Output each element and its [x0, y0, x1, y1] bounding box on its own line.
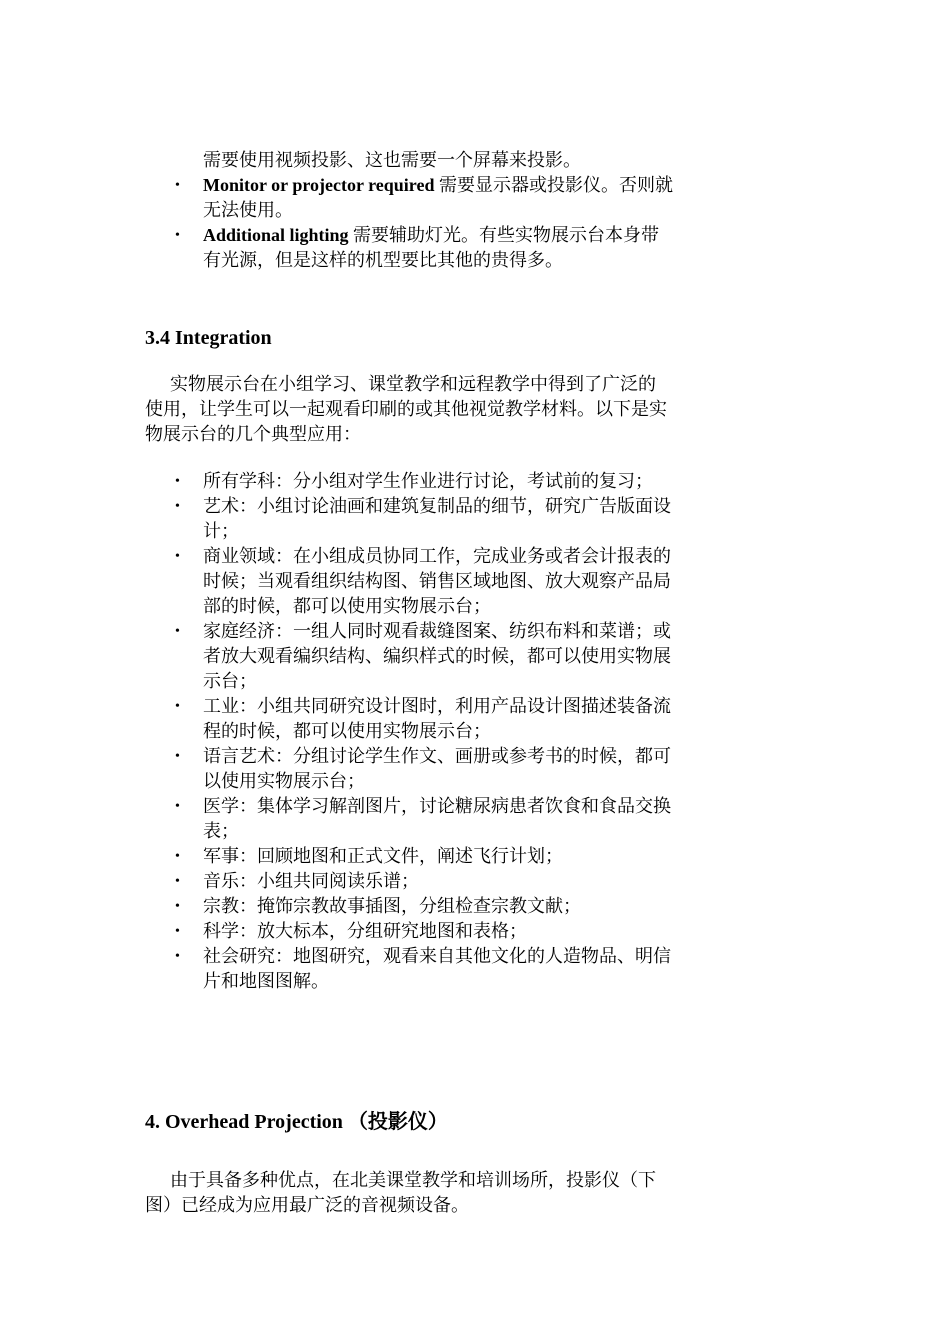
section-heading-4: 4. Overhead Projection （投影仪）: [145, 1111, 448, 1133]
disadvantages-list: [175, 173, 675, 273]
list-item: [175, 469, 675, 494]
section-3-4-intro: 实物展示台在小组学习、课堂教学和远程教学中得到了广泛的使用，让学生可以一起观看印刷的或其他视觉教学材料。以下是实物展示台的几个典型应用：: [145, 374, 667, 444]
list-item: [175, 744, 675, 794]
section-heading-3-4: 3.4 Integration: [145, 327, 272, 349]
bullet-icon: •: [175, 924, 180, 939]
list-item-text: 社会研究：地图研究，观看来自其他文化的人造物品、明信片和地图图解。: [203, 946, 671, 991]
applications-list: [175, 469, 675, 994]
list-item: [175, 794, 675, 844]
bullet-icon: •: [175, 699, 180, 714]
list-item: [175, 869, 675, 894]
bullet-icon: •: [175, 549, 180, 564]
list-item: [175, 919, 675, 944]
continued-list-text: 需要使用视频投影、这也需要一个屏幕来投影。: [203, 150, 581, 170]
list-item: [175, 173, 675, 223]
term-label: Additional lighting: [203, 225, 349, 245]
list-item-text: 军事：回顾地图和正式文件，阐述飞行计划；: [203, 846, 563, 866]
term-label: Monitor or projector required: [203, 175, 435, 195]
bullet-icon: •: [175, 899, 180, 914]
list-item: [175, 494, 675, 544]
list-item: [175, 944, 675, 994]
list-item-text: 商业领域：在小组成员协同工作，完成业务或者会计报表的时候；当观看组织结构图、销售区域地图、放大观察产品局部的时候，都可以使用实物展示台；: [203, 546, 671, 616]
bullet-icon: •: [175, 624, 180, 639]
term-description: 需要显示器或投影仪。否则就无法使用。: [203, 175, 673, 220]
list-item-text: 医学：集体学习解剖图片，讨论糖尿病患者饮食和食品交换表；: [203, 796, 671, 841]
list-item: [175, 844, 675, 869]
bullet-icon: •: [175, 499, 180, 514]
bullet-icon: •: [175, 474, 180, 489]
list-item: [175, 894, 675, 919]
bullet-icon: •: [175, 799, 180, 814]
bullet-icon: •: [175, 178, 180, 193]
bullet-icon: •: [175, 749, 180, 764]
bullet-icon: •: [175, 949, 180, 964]
list-item-text: 家庭经济：一组人同时观看裁缝图案、纺织布料和菜谱；或者放大观看编织结构、编织样式的时候，都可以使用实物展示台；: [203, 621, 671, 691]
list-item: [175, 694, 675, 744]
list-item-text: 所有学科：分小组对学生作业进行讨论，考试前的复习；: [203, 471, 653, 491]
bullet-icon: •: [175, 849, 180, 864]
list-item: [175, 619, 675, 694]
section-4-intro: 由于具备多种优点，在北美课堂教学和培训场所，投影仪（下图）已经成为应用最广泛的音视频设备。: [145, 1170, 656, 1215]
list-item-text: 宗教：掩饰宗教故事插图，分组检查宗教文献；: [203, 896, 581, 916]
bullet-icon: •: [175, 228, 180, 243]
bullet-icon: •: [175, 874, 180, 889]
list-item: [175, 223, 675, 273]
list-item-text: 科学：放大标本，分组研究地图和表格；: [203, 921, 527, 941]
list-item-text: 语言艺术：分组讨论学生作文、画册或参考书的时候，都可以使用实物展示台；: [203, 746, 671, 791]
list-item-text: 工业：小组共同研究设计图时，利用产品设计图描述装备流程的时候，都可以使用实物展示台；: [203, 696, 671, 741]
list-item: [175, 544, 675, 619]
term-description: 需要辅助灯光。有些实物展示台本身带有光源，但是这样的机型要比其他的贵得多。: [203, 225, 660, 270]
list-item-text: 音乐：小组共同阅读乐谱；: [203, 871, 419, 891]
list-item-text: 艺术：小组讨论油画和建筑复制品的细节，研究广告版面设计；: [203, 496, 671, 541]
